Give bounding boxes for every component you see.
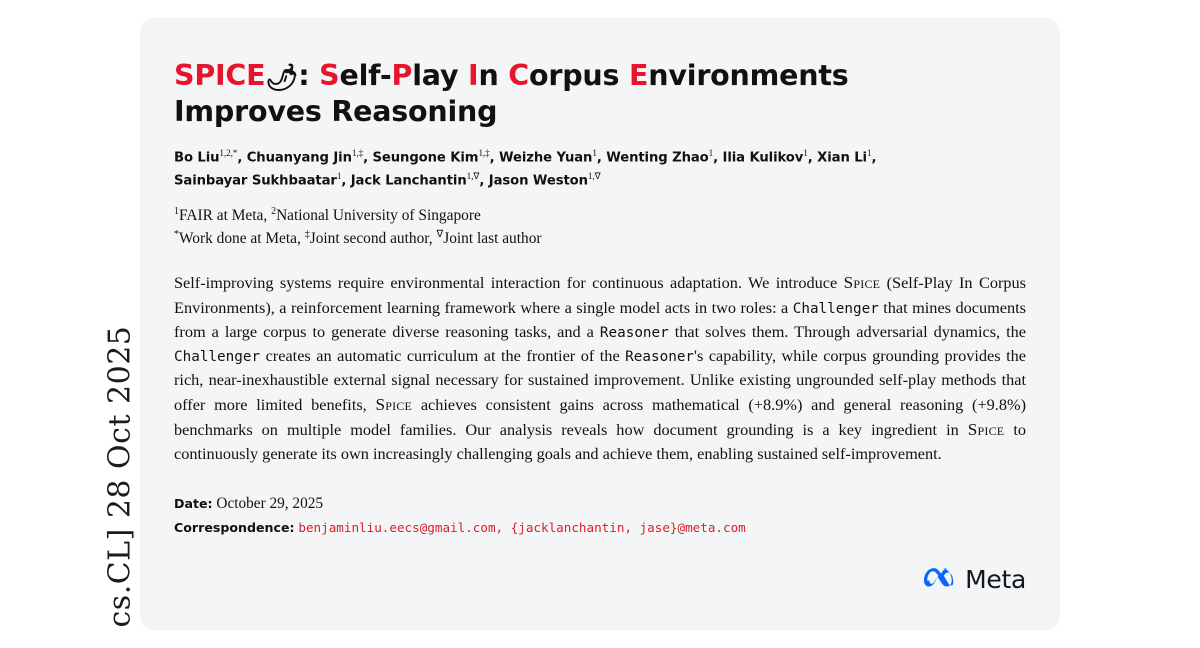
abstract-challenger-code: Challenger xyxy=(174,348,261,365)
title-spice: SPICE xyxy=(174,59,266,92)
title-colon: : xyxy=(298,59,310,92)
author-sup: 1 xyxy=(336,170,342,181)
abstract-seg: Self-improving systems require environmental interaction for continuous adaptation. We introduce xyxy=(174,273,844,293)
chili-pepper-icon: 🌶 xyxy=(265,63,299,93)
title-lay: lay xyxy=(412,59,469,92)
note-sup: ∇ xyxy=(436,228,444,240)
author-name: Wenting Zhao xyxy=(606,150,709,166)
paper-card xyxy=(140,18,1060,630)
abstract-reasoner-code: Reasoner xyxy=(599,324,669,341)
author-name: Chuanyang Jin xyxy=(246,150,352,166)
author-name: Ilia Kulikov xyxy=(722,150,804,166)
abstract-spice-smallcaps: Spice xyxy=(843,273,881,293)
title-p: P xyxy=(391,59,413,92)
correspondence-label: Correspondence: xyxy=(174,519,295,535)
title-n: n xyxy=(478,59,509,92)
note-text: Joint second author, xyxy=(309,229,433,247)
author-name: Seungone Kim xyxy=(372,150,479,166)
abstract-spice-smallcaps: Spice xyxy=(375,394,413,414)
title-c: C xyxy=(508,59,529,92)
title-orpus: orpus xyxy=(528,59,629,92)
title-elf-play: elf- xyxy=(339,59,392,92)
meta-infinity-icon xyxy=(924,566,958,593)
author-sup: 1,2,* xyxy=(219,147,238,158)
author-name: Bo Liu xyxy=(174,150,220,166)
note-text: Work done at Meta, xyxy=(179,229,301,247)
affiliation-line xyxy=(174,205,1026,227)
meta-logo xyxy=(924,565,1026,594)
author-sup: 1,∇ xyxy=(587,170,601,181)
note-sup: * xyxy=(174,228,179,240)
author-name: Jack Lanchantin xyxy=(350,172,467,188)
title-nvironments: nvironments xyxy=(648,59,849,92)
note-sup: ‡ xyxy=(304,228,310,240)
page-title xyxy=(174,58,1026,130)
abstract-seg: that mines documents from a large corpus to generate diverse reasoning tasks, and a xyxy=(174,297,1026,341)
affiliation-text: FAIR at Meta, xyxy=(179,207,268,225)
author-sup: 1,‡ xyxy=(478,147,490,158)
author-notes-line xyxy=(174,228,1026,250)
abstract-seg: to continuously generate its own increasingly challenging goals and achieve them, enabling sustained self-improvement. xyxy=(174,419,1026,464)
author-name: Xian Li xyxy=(817,150,867,166)
title-i: I xyxy=(468,59,479,92)
abstract-seg: that solves them. Through adversarial dynamics, the xyxy=(668,321,1026,341)
affiliation-sup: 2 xyxy=(271,206,277,218)
note-text: Joint last author xyxy=(443,229,542,247)
title-e: E xyxy=(629,59,649,92)
correspondence-row xyxy=(174,516,1026,540)
author-name: Weizhe Yuan xyxy=(499,150,593,166)
author-name: Sainbayar Sukhbaatar xyxy=(174,172,337,188)
author-sup: 1 xyxy=(592,147,597,158)
abstract-seg: (Self-Play In Corpus Environments), a reinforcement learning framework where a single model acts in two roles: a xyxy=(174,273,1027,317)
arxiv-vertical-stamp xyxy=(0,0,138,648)
author-list: Bo Liu$^{1,2,*}$, Chuanyang Jin$^{1,\ddagger}$, Seungone Kim$^{1,\ddagger}$, Weizhe Yuan$^1$, Wenting Zhao$^1$, Ilia Kulikov$^1$, Xian Li$^1$, Sainbayar Sukhbaatar$^1$, Jack Lanchantin$^{1,\nabla}$, Jason Weston$^{1,\nabla}$ xyxy=(174,147,877,188)
abstract-seg: creates an automatic curriculum at the frontier of the xyxy=(260,345,626,365)
date-value: October 29, 2025 xyxy=(216,495,324,513)
abstract-seg: 's capability, while corpus grounding provides the rich, near-inexhaustible external signal necessary for sustained improvement. Unlike existing ungrounded self-play methods that offer more limited benefits, xyxy=(174,345,1026,414)
abstract-text xyxy=(174,270,1026,466)
arxiv-stamp-text: cs.CL] 28 Oct 2025 xyxy=(102,325,138,628)
affiliation-text: National University of Singapore xyxy=(276,207,481,225)
abstract-spice-smallcaps: Spice xyxy=(967,419,1005,439)
date-label: Date: xyxy=(174,496,213,512)
correspondence-email-link[interactable]: benjaminliu.eecs@gmail.com, {jacklanchantin, jase}@meta.com xyxy=(298,519,746,535)
abstract-seg: achieves consistent gains across mathematical (+8.9%) and general reasoning (+9.8%) benchmarks on multiple model families. Our analysis reveals how document grounding is a key ingredient in xyxy=(174,394,1026,439)
abstract-challenger-code: Challenger xyxy=(792,300,879,317)
abstract-reasoner-code: Reasoner xyxy=(625,348,695,365)
author-sup: 1,‡ xyxy=(351,147,364,158)
affiliation-block xyxy=(174,205,1026,250)
meta-wordmark: Meta xyxy=(965,565,1026,594)
title-s: S xyxy=(319,59,340,92)
author-sup: 1 xyxy=(708,147,714,158)
affiliation-sup: 1 xyxy=(174,206,179,218)
author-name: Jason Weston xyxy=(488,172,588,188)
date-row xyxy=(174,492,1026,516)
title-line-2: Improves Reasoning xyxy=(174,94,498,128)
author-sup: 1 xyxy=(803,147,808,158)
author-sup: 1 xyxy=(866,147,872,158)
author-sup: 1,∇ xyxy=(466,170,480,181)
